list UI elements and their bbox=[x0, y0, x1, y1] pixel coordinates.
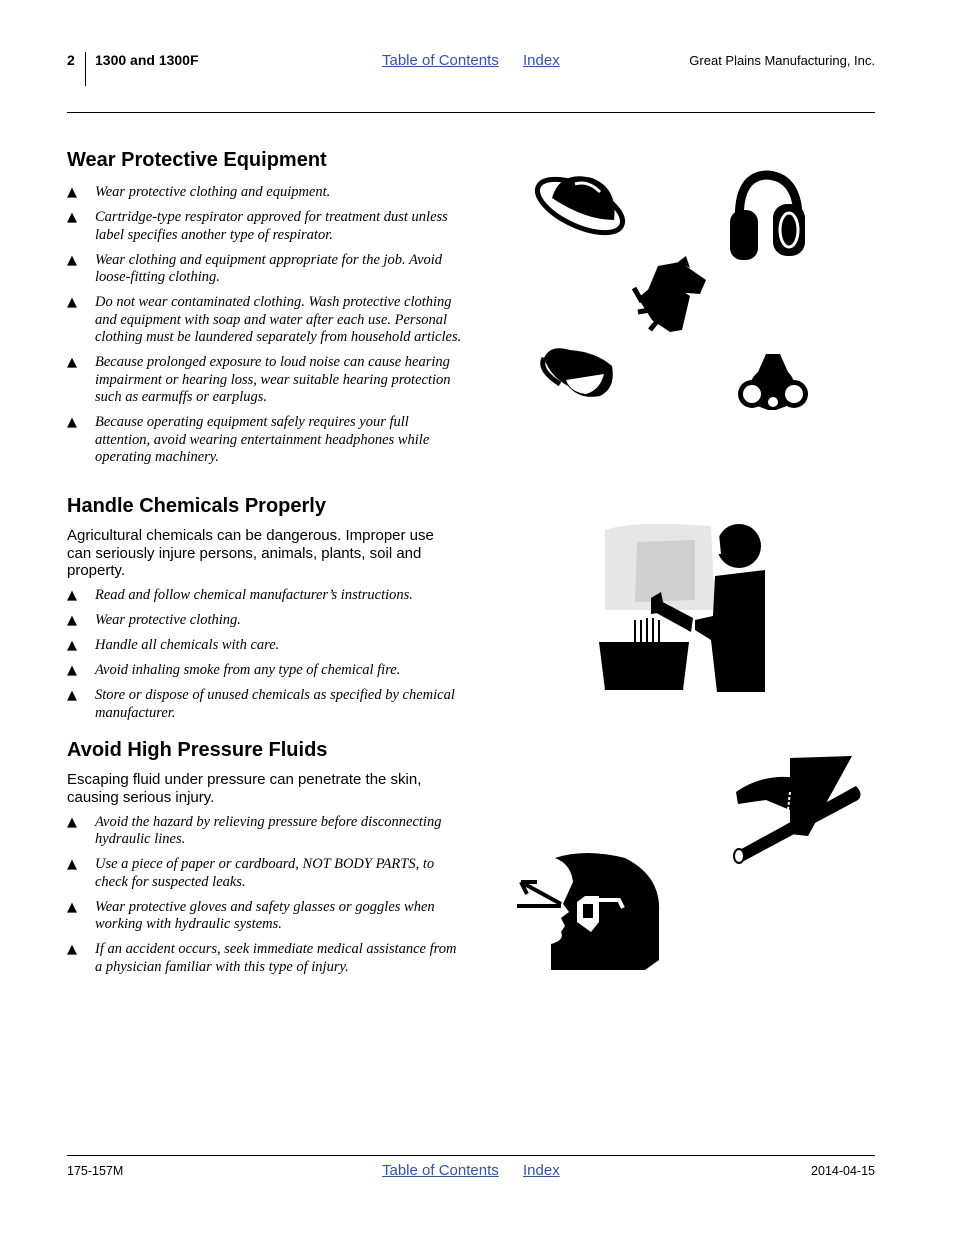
section-title: Handle Chemicals Properly bbox=[67, 495, 326, 517]
gloves-icon bbox=[634, 256, 706, 332]
bullet-icon: ▲ bbox=[67, 942, 77, 957]
section-fluids bbox=[67, 738, 462, 976]
section-title: Avoid High Pressure Fluids bbox=[67, 739, 328, 761]
face-shield-icon bbox=[515, 852, 665, 977]
chemical-handling-icon bbox=[595, 520, 770, 695]
bullet-icon: ▲ bbox=[67, 185, 77, 200]
list-item: ▲ Wear protective clothing. bbox=[67, 612, 241, 628]
list-item: ▲ If an accident occurs, seek immediate medical assistance from a physician familiar with this type of injury. bbox=[67, 941, 457, 975]
list-item: ▲ Wear clothing and equipment appropriate for the job. Avoid loose-fitting clothing. bbox=[67, 251, 443, 285]
bullet-icon: ▲ bbox=[67, 899, 77, 915]
bullet-icon: ▲ bbox=[67, 857, 77, 872]
list-item: ▲ Store or dispose of unused chemicals as specified by chemical manufacturer. bbox=[67, 687, 455, 721]
index-link-top[interactable]: Index bbox=[523, 52, 560, 69]
list-item: ▲ Read and follow chemical manufacturer’s instructions. bbox=[67, 587, 413, 603]
list-item: ▲ Because operating equipment safely requires your full attention, avoid wearing entertainment headphones while operating machinery. bbox=[67, 414, 430, 465]
list-item: ▲ Do not wear contaminated clothing. Wash protective clothing and equipment with soap and water after each use. Personal clothing must be laundered separately from household articles. bbox=[67, 294, 462, 345]
bullet-icon: ▲ bbox=[67, 210, 77, 225]
list-item: ▲ Wear protective clothing and equipment. bbox=[67, 184, 331, 200]
revision-date: 2014-04-15 bbox=[811, 1164, 875, 1178]
toc-link-bottom[interactable]: Table of Contents bbox=[382, 1162, 499, 1179]
doc-number: 175-157M bbox=[67, 1164, 124, 1178]
bullet-icon: ▲ bbox=[67, 638, 77, 653]
section-chemicals bbox=[67, 494, 462, 722]
bullet-icon: ▲ bbox=[67, 814, 77, 830]
high-pressure-hand-icon bbox=[730, 752, 865, 867]
list-item: ▲ Avoid the hazard by relieving pressure before disconnecting hydraulic lines. bbox=[67, 813, 442, 847]
list-item: ▲ Avoid inhaling smoke from any type of chemical fire. bbox=[67, 662, 401, 678]
bullet-icon: ▲ bbox=[67, 613, 77, 628]
header-divider bbox=[85, 52, 86, 86]
ppe-illustration bbox=[530, 170, 830, 420]
toc-link-top[interactable]: Table of Contents bbox=[382, 52, 499, 69]
bullet-icon: ▲ bbox=[67, 295, 77, 310]
list-item: ▲ Wear protective gloves and safety glasses or goggles when working with hydraulic systems. bbox=[67, 898, 435, 932]
list-item: ▲ Use a piece of paper or cardboard, NOT BODY PARTS, to check for suspected leaks. bbox=[67, 856, 435, 890]
section-protective bbox=[67, 148, 462, 467]
model-title: 1300 and 1300F bbox=[95, 52, 199, 68]
bullet-icon: ▲ bbox=[67, 688, 77, 703]
list-item: ▲ Because prolonged exposure to loud noise can cause hearing impairment or hearing loss, wear suitable hearing protection such as earmuffs or earplugs. bbox=[67, 354, 451, 405]
section-title: Wear Protective Equipment bbox=[67, 149, 327, 171]
section-intro: Agricultural chemicals can be dangerous. Improper use can seriously injure persons, animals, plants, soil and property. bbox=[67, 527, 434, 579]
index-link-bottom[interactable]: Index bbox=[523, 1162, 560, 1179]
list-item: ▲ Cartridge-type respirator approved for treatment dust unless label specifies another type of respirator. bbox=[67, 209, 448, 243]
section-intro: Escaping fluid under pressure can penetrate the skin, causing serious injury. bbox=[67, 771, 422, 806]
footer-rule bbox=[67, 1155, 875, 1156]
bullet-icon: ▲ bbox=[67, 252, 77, 268]
hard-hat-icon bbox=[530, 170, 630, 244]
list-item: ▲ Handle all chemicals with care. bbox=[67, 637, 280, 653]
bullet-icon: ▲ bbox=[67, 588, 77, 603]
respirator-icon bbox=[738, 354, 808, 410]
bullet-icon: ▲ bbox=[67, 663, 77, 678]
bullet-icon: ▲ bbox=[67, 355, 77, 370]
bullet-icon: ▲ bbox=[67, 415, 77, 430]
header-rule bbox=[67, 112, 875, 113]
company-name: Great Plains Manufacturing, Inc. bbox=[689, 53, 875, 68]
earmuffs-icon bbox=[730, 175, 805, 260]
page-number: 2 bbox=[67, 52, 75, 68]
goggles-icon bbox=[543, 348, 613, 397]
